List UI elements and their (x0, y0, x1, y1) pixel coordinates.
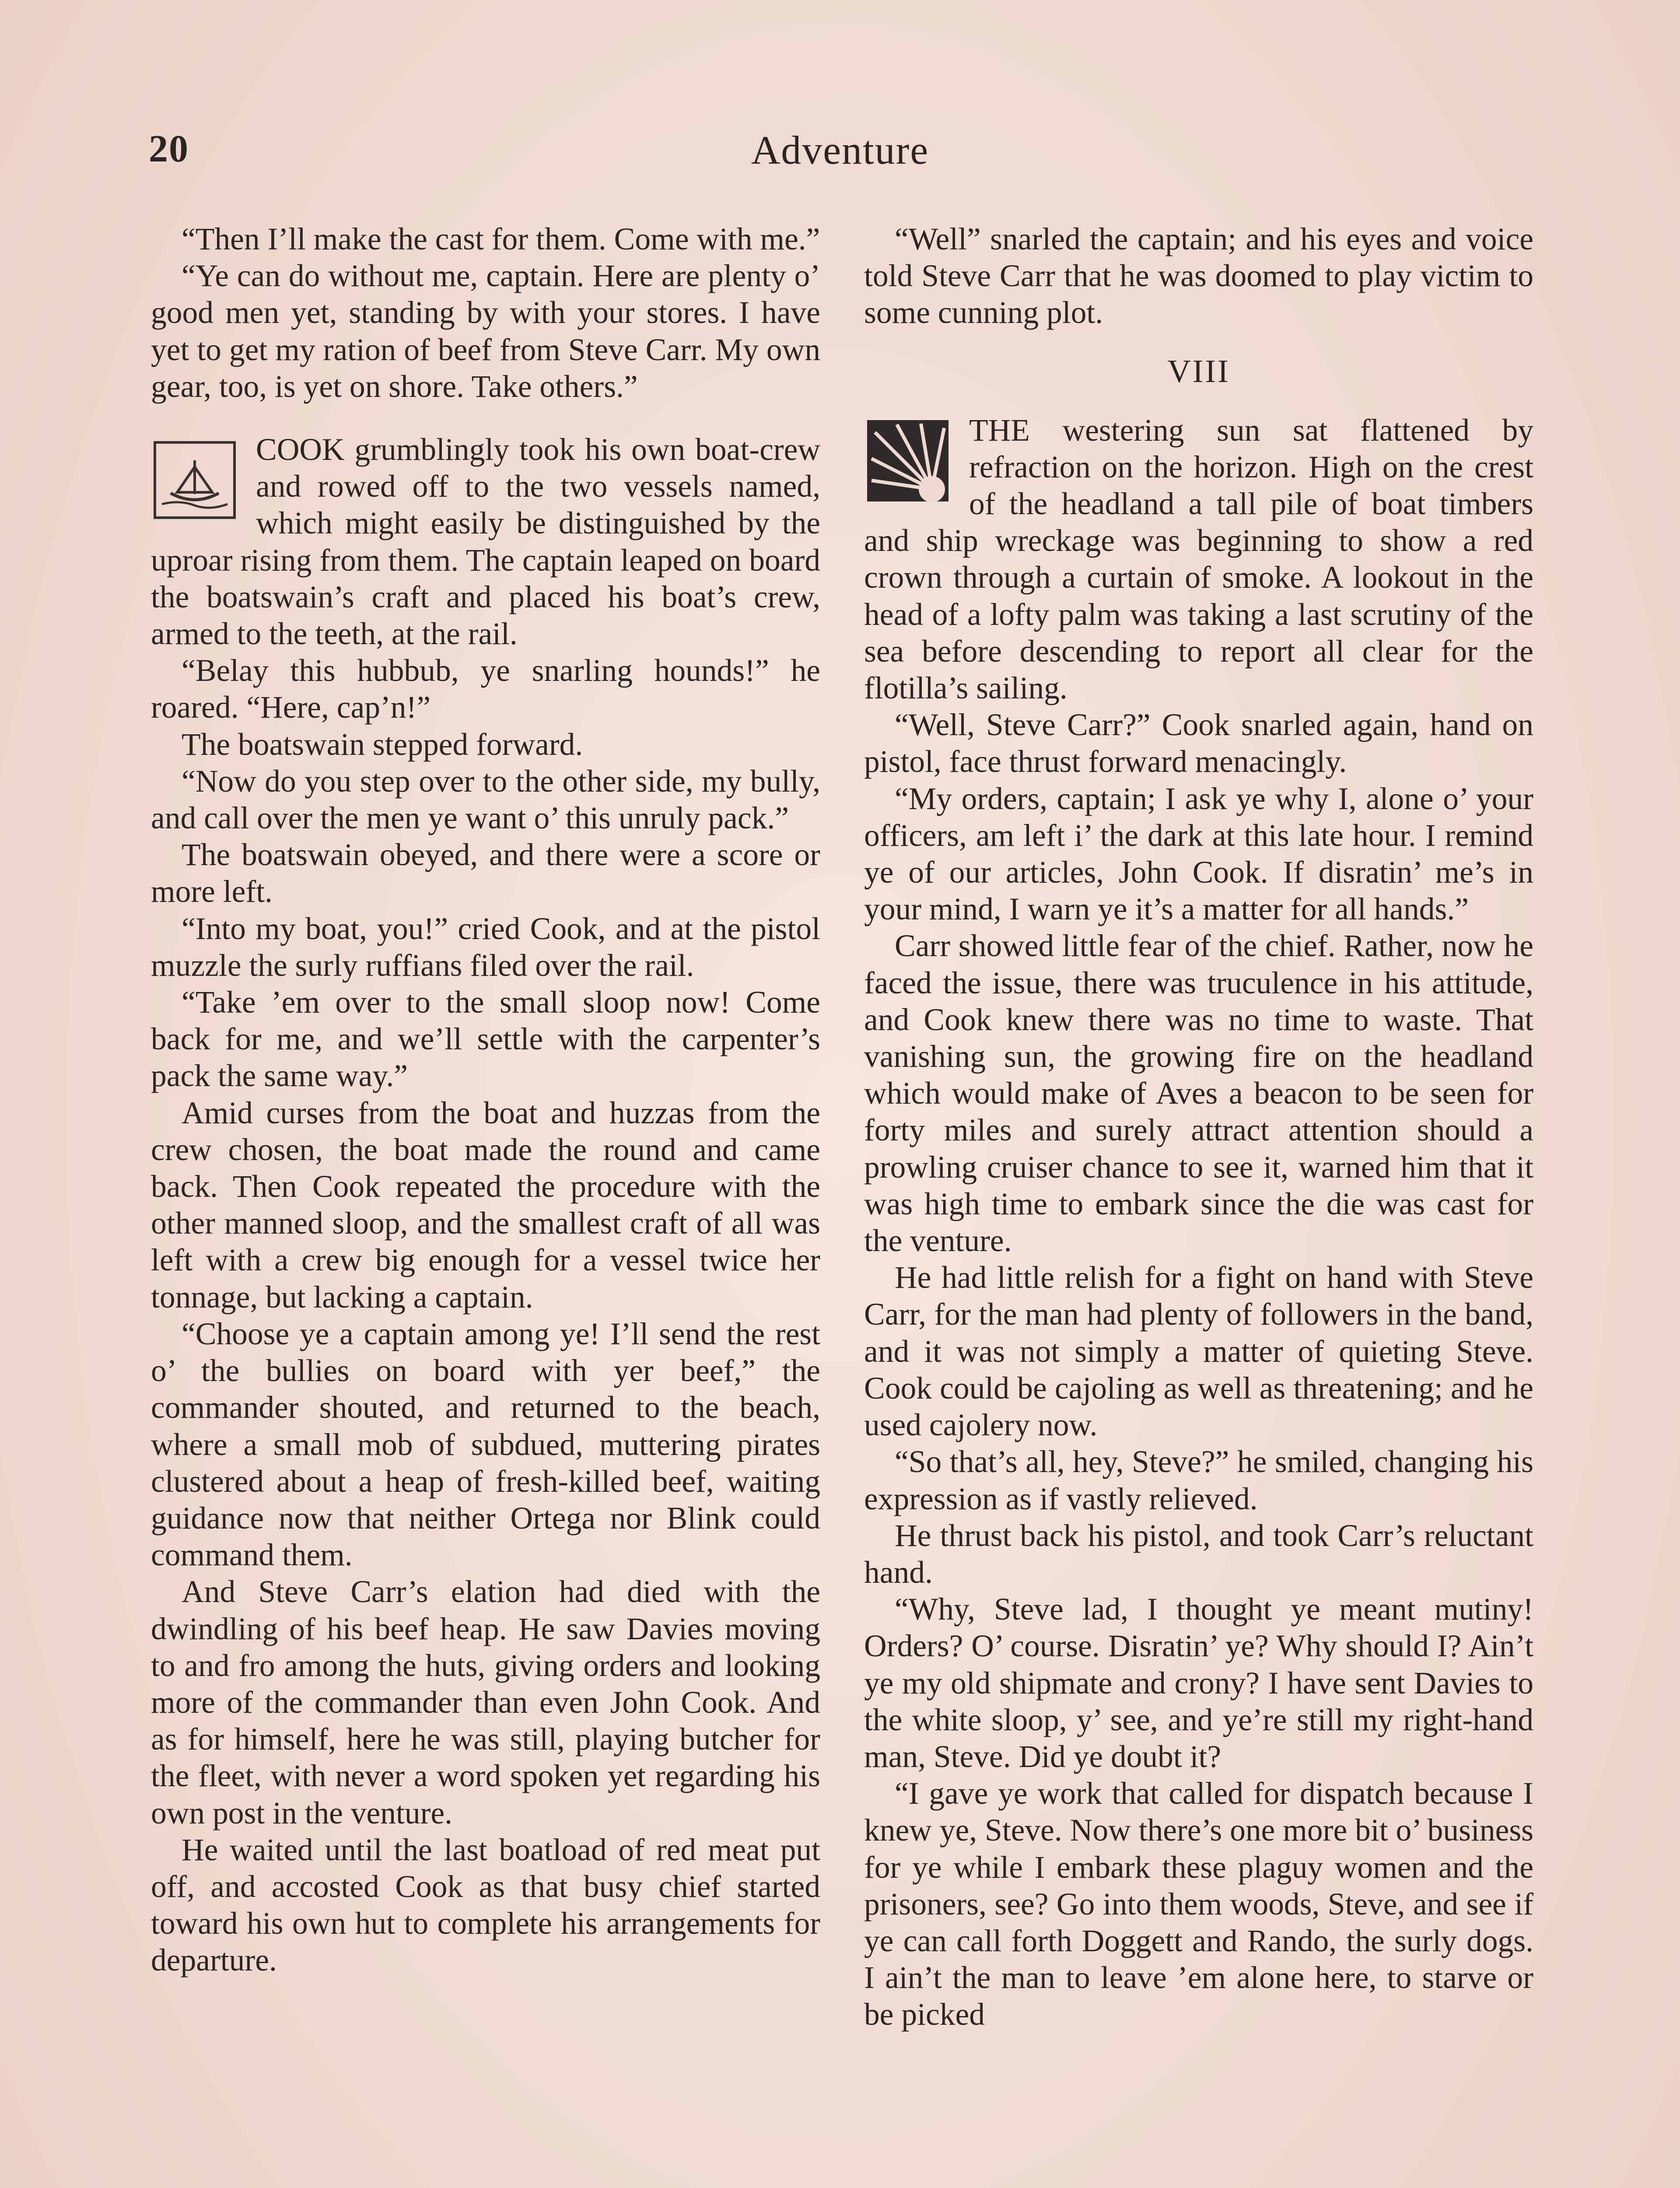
running-title: Adventure (751, 128, 929, 172)
paragraph: Carr showed little fear of the chief. Rather, now he faced the issue, there was truculence in his attitude, and Cook knew there was no time to waste. That vanishing sun, the growing fire on the headland which would make of Aves a beacon to be seen for forty miles and surely attract attention should a prowling cruiser chance to see it, warned him that it was high time to embark since the die was cast for the venture. (864, 929, 1533, 1259)
paragraph: “Ye can do without me, captain. Here are plenty o’ good men yet, standing by with your stores. I have yet to get my ration of beef from Steve Carr. My own gear, too, is yet on shore. Take others.” (151, 259, 820, 404)
paragraph: “I gave ye work that called for dispatch because I knew ye, Steve. Now there’s one more bit o’ business for ye while I embark these plaguy women and the prisoners, see? Go into them woods, Steve, and see if ye can call forth Doggett and Rando, the surly dogs. I ain’t the man to leave ’em alone here, to starve or be picked (864, 1776, 1533, 2032)
boat-vignette-icon (151, 438, 238, 522)
paragraph: “Take ’em over to the small sloop now! Come back for me, and we’ll settle with the carpenter’s pack the same way.” (151, 985, 820, 1094)
right-column (864, 221, 1533, 2034)
paragraph: And Steve Carr’s elation had died with the dwindling of his beef heap. He saw Davies moving to and fro among the huts, giving orders and looking more of the commander than even John Cook. And as for himself, here he was still, playing butcher for the fleet, with never a word spoken yet regarding his own post in the venture. (151, 1574, 820, 1830)
page-number: 20 (149, 128, 189, 170)
paragraph: “Well” snarled the captain; and his eyes and voice told Steve Carr that he was doomed to play victim to some cunning plot. (864, 222, 1533, 330)
left-column (151, 221, 820, 1979)
paragraph: Amid curses from the boat and huzzas from the crew chosen, the boat made the round and came back. Then Cook repeated the procedure with the other manned sloop, and the smallest craft of all was left with a crew big enough for a vessel twice her tonnage, but lacking a captain. (151, 1095, 820, 1315)
paragraph: “Then I’ll make the cast for them. Come with me.” (182, 222, 820, 256)
paragraph: “Well, Steve Carr?” Cook snarled again, hand on pistol, face thrust forward menacingly. (864, 708, 1533, 779)
paragraph: The boatswain obeyed, and there were a score or more left. (151, 838, 820, 909)
paragraph: The boatswain stepped forward. (182, 727, 583, 762)
paragraph: He waited until the last boatload of red meat put off, and accosted Cook as that busy chief started toward his own hut to complete his arrangements for departure. (151, 1832, 820, 1978)
paragraph: “Now do you step over to the other side, my bully, and call over the men ye want o’ this unruly pack.” (151, 764, 820, 836)
sunburst-vignette-icon (864, 419, 952, 502)
paragraph: “Into my boat, you!” cried Cook, and at the pistol muzzle the surly ruffians filed over the rail. (151, 911, 820, 983)
paragraph: “My orders, captain; I ask ye why I, alone o’ your officers, am left i’ the dark at this late hour. I remind ye of our articles, John Cook. If disratin’ me’s in your mind, I warn ye it’s a matter for all hands.” (864, 781, 1533, 927)
paragraph: “Why, Steve lad, I thought ye meant mutiny! Orders? O’ course. Disratin’ ye? Why should I? Ain’t ye my old shipmate and crony? I have sent Davies to the white sloop, y’ see, and ye’re still my right-hand man, Steve. Did ye doubt it? (864, 1592, 1533, 1774)
dropcap-paragraph (864, 412, 1533, 707)
dropcap-paragraph (151, 431, 820, 652)
paragraph: “Belay this hubbub, ye snarling hounds!” he roared. “Here, cap’n!” (151, 653, 820, 725)
paragraph: “Choose ye a captain among ye! I’ll send the rest o’ the bullies on board with yer beef,” the commander shouted, and returned to the beach, where a small mob of subdued, muttering pirates clustered about a heap of fresh-killed beef, waiting guidance now that neither Ortega nor Blink could command them. (151, 1316, 820, 1573)
paragraph: “So that’s all, hey, Steve?” he smiled, changing his expression as if vastly relieved. (864, 1445, 1533, 1516)
section-heading: VIII (1167, 353, 1230, 389)
paragraph: He thrust back his pistol, and took Carr’s reluctant hand. (864, 1518, 1533, 1590)
paragraph: He had little relish for a fight on hand with Steve Carr, for the man had plenty of followers in the band, and it was not simply a matter of quieting Steve. Cook could be cajoling as well as threatening; and he used cajolery now. (864, 1260, 1533, 1443)
paragraph-text: THE westering sun sat flattened by refraction on the horizon. High on the crest of the headland a tall pile of boat timbers and ship wreckage was beginning to show a red crown through a curtain of smoke. A lookout in the head of a lofty palm was taking a last scrutiny of the sea before descending to report all clear for the flotilla’s sailing. (864, 413, 1533, 706)
page-header (149, 127, 1531, 193)
paragraph-text: COOK grumblingly took his own boat-crew and rowed off to the two vessels named, which might easily be distinguished by the uproar rising from them. The captain leaped on board the boatswain’s craft and placed his boat’s crew, armed to the teeth, at the rail. (151, 432, 820, 652)
